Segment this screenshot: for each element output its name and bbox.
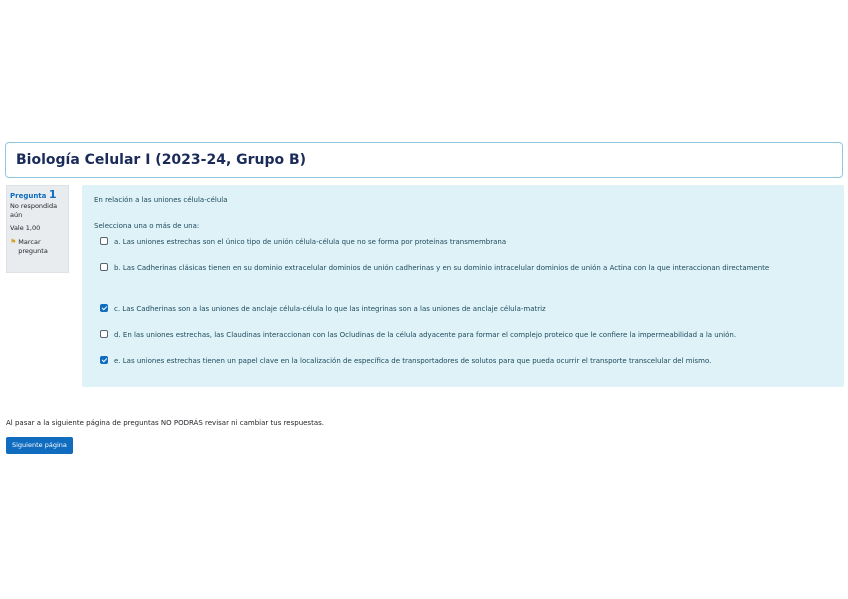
question-number-value: 1 xyxy=(48,188,57,201)
question-number xyxy=(10,190,65,201)
answer-checkbox-b[interactable] xyxy=(100,263,108,271)
answer-label-b[interactable]: b. Las Cadherinas clásicas tienen en su dominio extracelular dominios de unión cadherinas y en su dominio intracelular dominios de unión a Actina con la que interaccionan directamente xyxy=(114,264,770,272)
answer-checkbox-e[interactable] xyxy=(100,356,108,364)
course-title: Biología Celular I (2023-24, Grupo B) xyxy=(16,152,307,168)
answer-label-e[interactable]: e. Las uniones estrechas tienen un papel clave en la localización de específica de transportadores de solutos para que pueda ocurrir el transporte transcelular del mismo. xyxy=(114,357,712,365)
answer-label-a[interactable]: a. Las uniones estrechas son el único tipo de unión célula-célula que no se forma por proteínas transmembrana xyxy=(114,238,507,246)
question-label: Pregunta xyxy=(10,192,47,200)
answer-option-e[interactable] xyxy=(100,354,835,368)
question-state: No respondida aún xyxy=(10,202,58,219)
answer-option-b[interactable] xyxy=(100,261,835,275)
answer-label-d[interactable]: d. En las uniones estrechas, las Claudinas interaccionan con las Ocludinas de la célula adyacente para formar el complejo proteico que le confiere la impermeabilidad a la unión. xyxy=(114,331,737,339)
navigation-notice: Al pasar a la siguiente página de preguntas NO PODRÁS revisar ni cambiar tus respuestas. xyxy=(6,419,324,427)
answer-prompt: Selecciona una o más de una: xyxy=(94,222,200,230)
answer-label-c[interactable]: c. Las Cadherinas son a las uniones de anclaje célula-célula lo que las integrinas son a las uniones de anclaje célula-matriz xyxy=(114,305,546,313)
question-info-panel xyxy=(6,185,69,273)
flag-question-link[interactable] xyxy=(10,238,65,256)
course-header xyxy=(5,142,843,178)
flag-icon: ⚑ xyxy=(10,238,17,246)
next-page-button[interactable]: Siguiente página xyxy=(6,437,73,454)
answer-checkbox-a[interactable] xyxy=(100,237,108,245)
answer-checkbox-c[interactable] xyxy=(100,304,108,312)
answer-checkbox-d[interactable] xyxy=(100,330,108,338)
question-text: En relación a las uniones célula-célula xyxy=(94,196,228,204)
question-content xyxy=(82,185,844,387)
answer-option-c[interactable] xyxy=(100,302,835,316)
question-grade: Vale 1,00 xyxy=(10,224,41,232)
answer-option-d[interactable] xyxy=(100,328,835,342)
answer-option-a[interactable] xyxy=(100,235,835,249)
flag-question-label[interactable]: Marcar pregunta xyxy=(18,238,48,255)
